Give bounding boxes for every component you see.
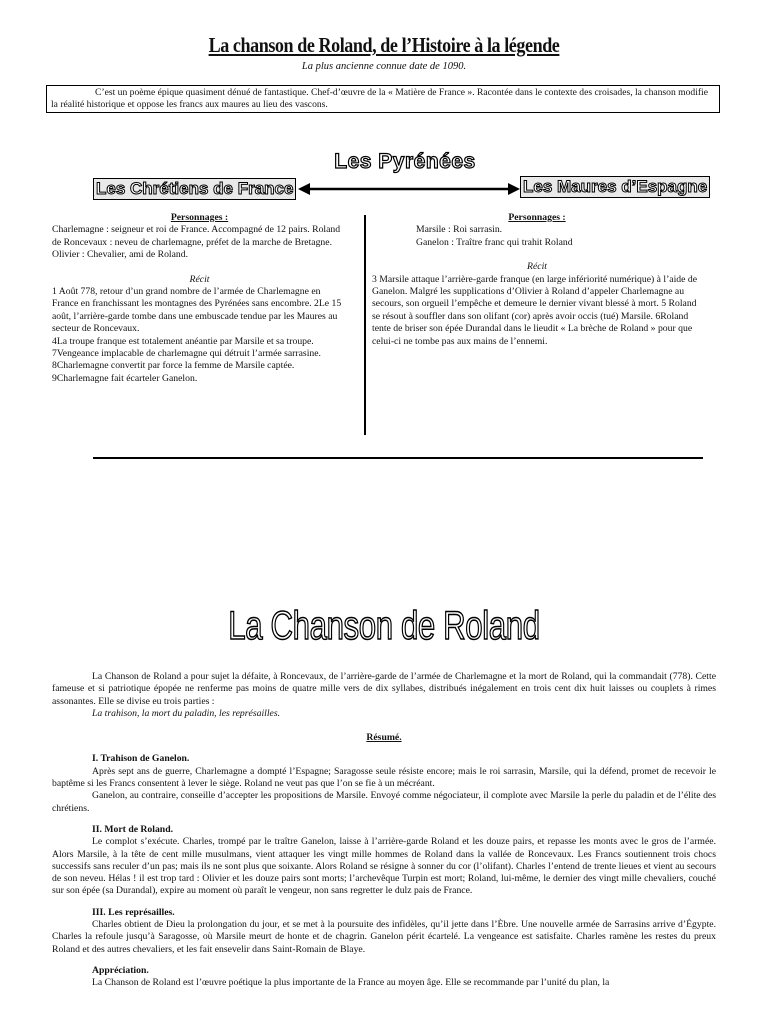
column-divider	[364, 215, 366, 435]
section-2-para-1: Le complot s’exécute. Charles, trompé par le traître Ganelon, laisse à l’arrière-garde Roland et les douze pairs, et repasse les monts avec le gros de l’armée. Alors Marsile, à la tête de cent mille musulmans, vient attaquer les vingt mille hommes de Roland dans la vallée de Roncevaux. Les Francs soutiennent trois chocs successifs sans reculer d’un pas; mais ils ne sont plus que soixante. Alors Roland se résigne à sonner du cor (l’olifant). Charles l’entend de trente lieues et vient au secours de son neveu. Hélas ! il est trop tard : Olivier et les douze pairs sont morts; l’archevêque Turpin est mort; Roland, lui-même, le dernier des vingt mille chevaliers, couché sur son épée (sa Durandal), expire au moment où paraît le vengeur, non sans regretter le dulz pais de France.	[52, 836, 716, 897]
section-3-para-1: Charles obtient de Dieu la prolongation du jour, et se met à la poursuite des infidèles, qu’il jette dans l’Èbre. Une nouvelle armée de Sarrasins arrive d’Égypte. Charles la refoule jusqu’à Saragosse, où Marsile meurt de honte et de chagrin. Ganelon périt écartelé. La vengeance est satisfaite. Charles ramène les restes du preux Roland et des autres chevaliers, et les fait ensevelir dans Saint-Romain de Blaye.	[52, 919, 716, 955]
intro-text: C’est un poème épique quasiment dénué de fantastique. Chef-d’œuvre de la « Matière de France ». Racontée dans le contexte des croisades, la chanson modifie la réalité historique et oppose les francs aux maures au lieu des vascons.	[51, 87, 708, 110]
resume-heading: Résumé.	[366, 732, 402, 744]
section-2-heading: II. Mort de Roland.	[92, 823, 174, 835]
right-characters-heading: Personnages :	[508, 212, 566, 223]
chanson-intro: La Chanson de Roland a pour sujet la défaite, à Roncevaux, de l’arrière-garde de l’armée de Charlemagne et la mort de Roland, qui la commandait (778). Cette fameuse et si patriotique épopée ne renferme pas moins de quatre mille vers de dix syllabes, distribués inégalement en trois cent dix huit laisses ou couplets à rimes assonantes. Elle se divise eu trois parties :	[52, 671, 716, 707]
right-character-1: Marsile : Roi sarrasin.	[416, 224, 503, 236]
moors-label: Les Maures d’Espagne	[520, 176, 710, 198]
left-recit-heading: Récit	[189, 273, 210, 285]
section-divider	[93, 457, 703, 459]
chanson-parts: La trahison, la mort du paladin, les représailles.	[92, 707, 281, 719]
section-4-para-1: La Chanson de Roland est l’œuvre poétique la plus importante de la France au moyen âge. Elle se recommande par l’unité du plan, la	[92, 977, 610, 989]
section-1-para-2: Ganelon, au contraire, conseille d’accepter les propositions de Marsile. Envoyé comme négociateur, il complote avec Marsile la perle du paladin et de l’élite des chrétiens.	[52, 790, 716, 814]
left-recit-3: 7Vengeance implacable de charlemagne qui détruit l’armée sarrasine. 8Charlemagne convertit par force la femme de Marsile captée. 9Charlemagne fait écarteler Ganelon.	[52, 348, 321, 384]
section-4-heading: Appréciation.	[92, 964, 149, 976]
right-column	[372, 212, 702, 348]
double-arrow-icon	[298, 182, 520, 196]
intro-box	[46, 85, 720, 113]
section-1-para-1: Après sept ans de guerre, Charlemagne a dompté l’Espagne; Saragosse seule résiste encore; mais le roi sarrasin, Marsile, qui la défend, promet de recevoir le baptême si les Francs consentent à lever le siège. Roland ne veut pas que l’on se fie à un mécréant.	[52, 765, 716, 790]
christians-label: Les Chrétiens de France	[93, 178, 296, 200]
pyrenees-label: Les Pyrénées	[334, 150, 476, 173]
chanson-title: La Chanson de Roland	[228, 604, 540, 648]
left-character-1: Charlemagne : seigneur et roi de France. Accompagné de 12 pairs. Roland de Roncevaux : neveu de charlemagne, préfet de la marche de Bretagne.	[52, 224, 341, 248]
right-character-2: Ganelon : Traître franc qui trahit Roland	[416, 236, 573, 248]
right-recit-heading: Récit	[527, 261, 547, 273]
left-recit-1: 1 Août 778, retour d’un grand nombre de l’armée de Charlemagne en France en franchissant les montagnes des Pyrénées sans encombre. 2Le 15 août, l’arrière-garde tombe dans une embuscade tendue par les Maures au secteur de Roncevaux.	[52, 286, 342, 335]
page-title: La chanson de Roland, de l’Histoire à la légende	[208, 33, 560, 57]
right-recit: 3 Marsile attaque l’arrière-garde franque (en large infériorité numérique) à l’aide de Ganelon. Malgré les supplications d’Olivier à Roland d’appeler Charlemagne au secours, son orgueil l’empêche et demeure le dernier vivant blessé à mort. 5 Roland se résout à souffler dans son olifant (cor) après avoir occis (tué) Marsile. 6Roland tente de briser son épée Durandal dans le lieudit « La brèche de Roland » pour que celui-ci ne tombe pas aux mains de l’ennemi.	[372, 273, 697, 347]
section-3-heading: III. Les représailles.	[92, 906, 175, 918]
page-subtitle: La plus ancienne connue date de 1090.	[301, 61, 467, 72]
left-character-2: Olivier : Chevalier, ami de Roland.	[52, 249, 189, 261]
left-characters-heading: Personnages :	[170, 212, 229, 223]
section-1-heading: I. Trahison de Ganelon.	[92, 753, 190, 765]
left-column	[52, 212, 347, 385]
left-recit-2: 4La troupe franque est totalement anéantie par Marsile et sa troupe.	[52, 335, 314, 347]
resume-body	[52, 671, 716, 990]
